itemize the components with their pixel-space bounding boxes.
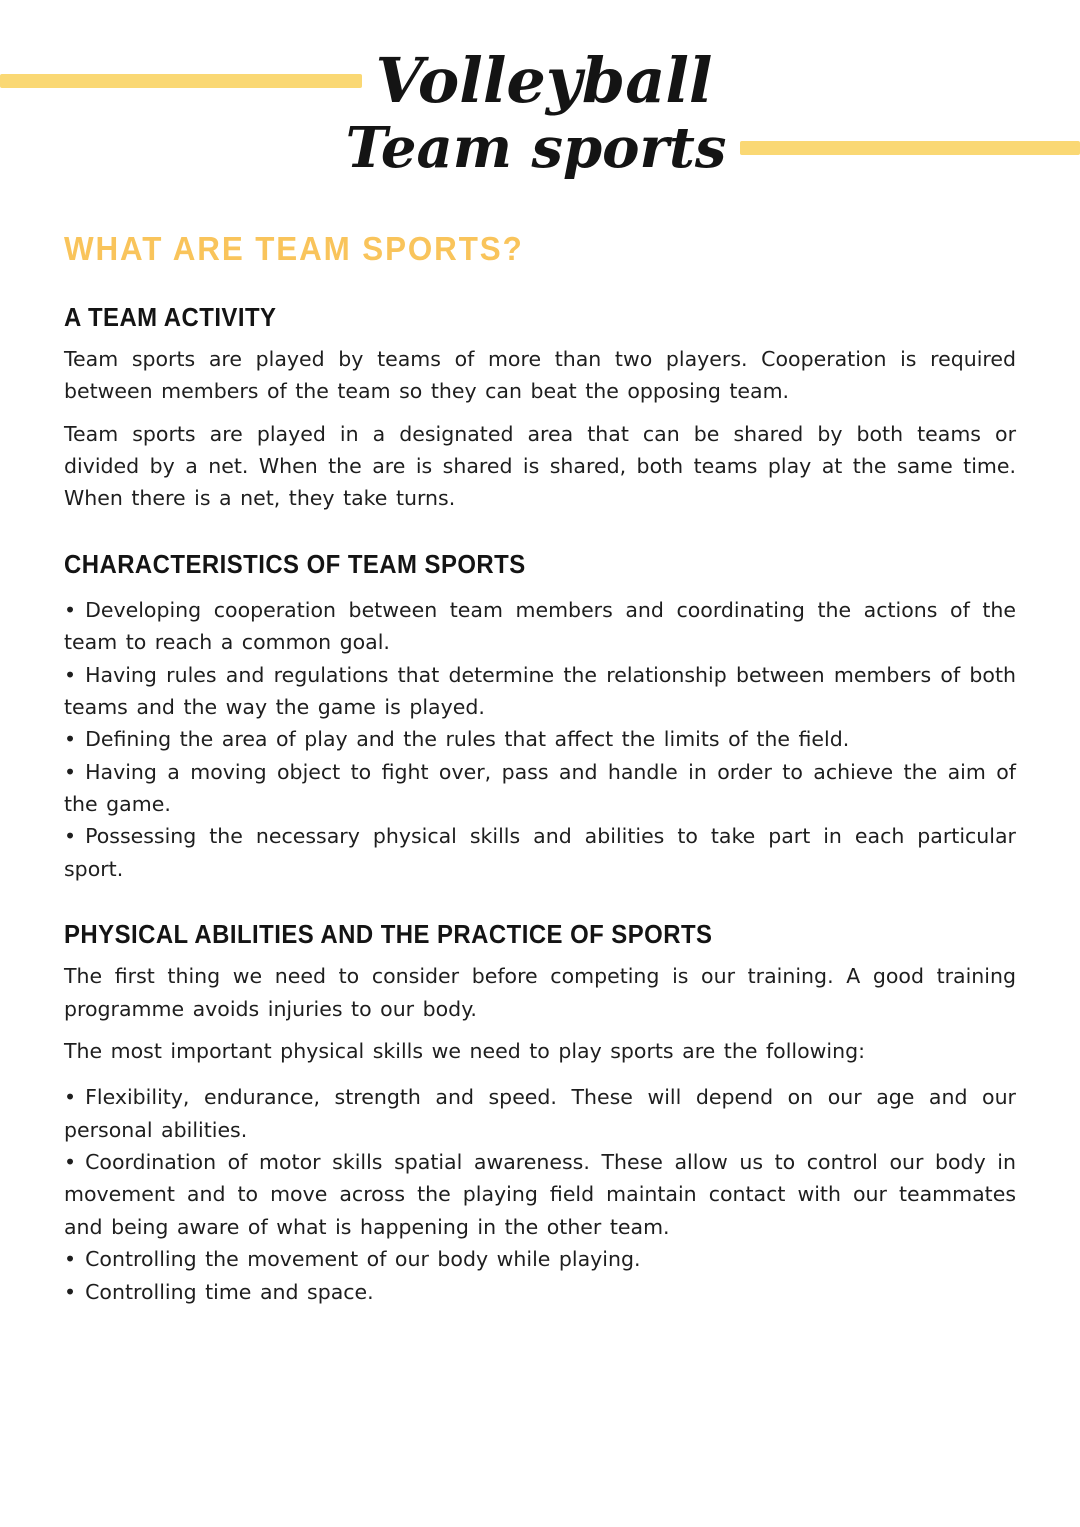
bullet-item bbox=[64, 1243, 1016, 1275]
bullet-icon: • bbox=[64, 727, 77, 752]
main-heading: WHAT ARE TEAM SPORTS? bbox=[64, 229, 524, 267]
bullet-icon: • bbox=[64, 824, 77, 849]
section-heading: PHYSICAL ABILITIES AND THE PRACTICE OF SPORTS bbox=[64, 919, 713, 950]
section-heading: CHARACTERISTICS OF TEAM SPORTS bbox=[64, 548, 526, 579]
document-content bbox=[0, 178, 1080, 1308]
page-header bbox=[0, 0, 1080, 182]
bullet-item bbox=[64, 1146, 1016, 1243]
bullet-icon: • bbox=[64, 662, 77, 687]
page-subtitle: Team sports bbox=[345, 115, 727, 182]
section-heading: A TEAM ACTIVITY bbox=[64, 301, 277, 332]
accent-bar-left bbox=[0, 74, 362, 88]
paragraph: Team sports are played by teams of more than two players. Cooperation is required between members of the team so they can beat the opposing team. bbox=[64, 346, 1016, 404]
subtitle-row bbox=[0, 115, 1080, 182]
bullet-item bbox=[64, 1276, 1016, 1308]
bullet-icon: • bbox=[64, 1150, 77, 1175]
bullet-list bbox=[64, 594, 1016, 885]
bullet-icon: • bbox=[64, 1247, 77, 1272]
bullet-item bbox=[64, 1081, 1016, 1146]
title-row bbox=[0, 44, 1080, 117]
section-physical-abilities bbox=[64, 919, 1016, 1308]
bullet-text: Flexibility, endurance, strength and speed. These will depend on our age and our personal abilities. bbox=[64, 1085, 1016, 1142]
bullet-item bbox=[64, 594, 1016, 659]
bullet-text: Controlling the movement of our body while playing. bbox=[85, 1247, 641, 1272]
bullet-item bbox=[64, 659, 1016, 724]
bullet-icon: • bbox=[64, 759, 77, 784]
section-team-activity bbox=[64, 302, 1016, 515]
bullet-icon: • bbox=[64, 597, 77, 622]
bullet-icon: • bbox=[64, 1279, 77, 1304]
section-characteristics bbox=[64, 549, 1016, 885]
bullet-icon: • bbox=[64, 1085, 77, 1110]
page-title: Volleyball bbox=[375, 44, 713, 117]
bullet-item bbox=[64, 820, 1016, 885]
bullet-item bbox=[64, 756, 1016, 821]
bullet-list bbox=[64, 1081, 1016, 1308]
bullet-text: Possessing the necessary physical skills and abilities to take part in each particular sport. bbox=[64, 824, 1016, 881]
paragraph: The most important physical skills we need to play sports are the following: bbox=[64, 1038, 866, 1063]
paragraph: Team sports are played in a designated area that can be shared by both teams or divided by a net. When the are is shared is shared, both teams play at the same time. When there is a net, they take turns. bbox=[64, 421, 1016, 511]
paragraph: The first thing we need to consider before competing is our training. A good training programme avoids injuries to our body. bbox=[64, 964, 1016, 1021]
title-right-spacer bbox=[719, 74, 1080, 88]
bullet-text: Coordination of motor skills spatial awareness. These allow us to control our body in movement and to move across the playing field maintain contact with our teammates and being aware of what is happening in the other team. bbox=[64, 1150, 1016, 1239]
bullet-text: Developing cooperation between team members and coordinating the actions of the team to reach a common goal. bbox=[64, 597, 1016, 655]
accent-bar-right bbox=[740, 141, 1080, 155]
bullet-text: Controlling time and space. bbox=[85, 1279, 374, 1304]
bullet-text: Having a moving object to fight over, pass and handle in order to achieve the aim of the game. bbox=[64, 759, 1016, 817]
bullet-text: Defining the area of play and the rules that affect the limits of the field. bbox=[85, 727, 850, 752]
bullet-item bbox=[64, 723, 1016, 755]
bullet-text: Having rules and regulations that determine the relationship between members of both teams and the way the game is played. bbox=[64, 662, 1016, 719]
subtitle-left-spacer bbox=[0, 141, 340, 155]
